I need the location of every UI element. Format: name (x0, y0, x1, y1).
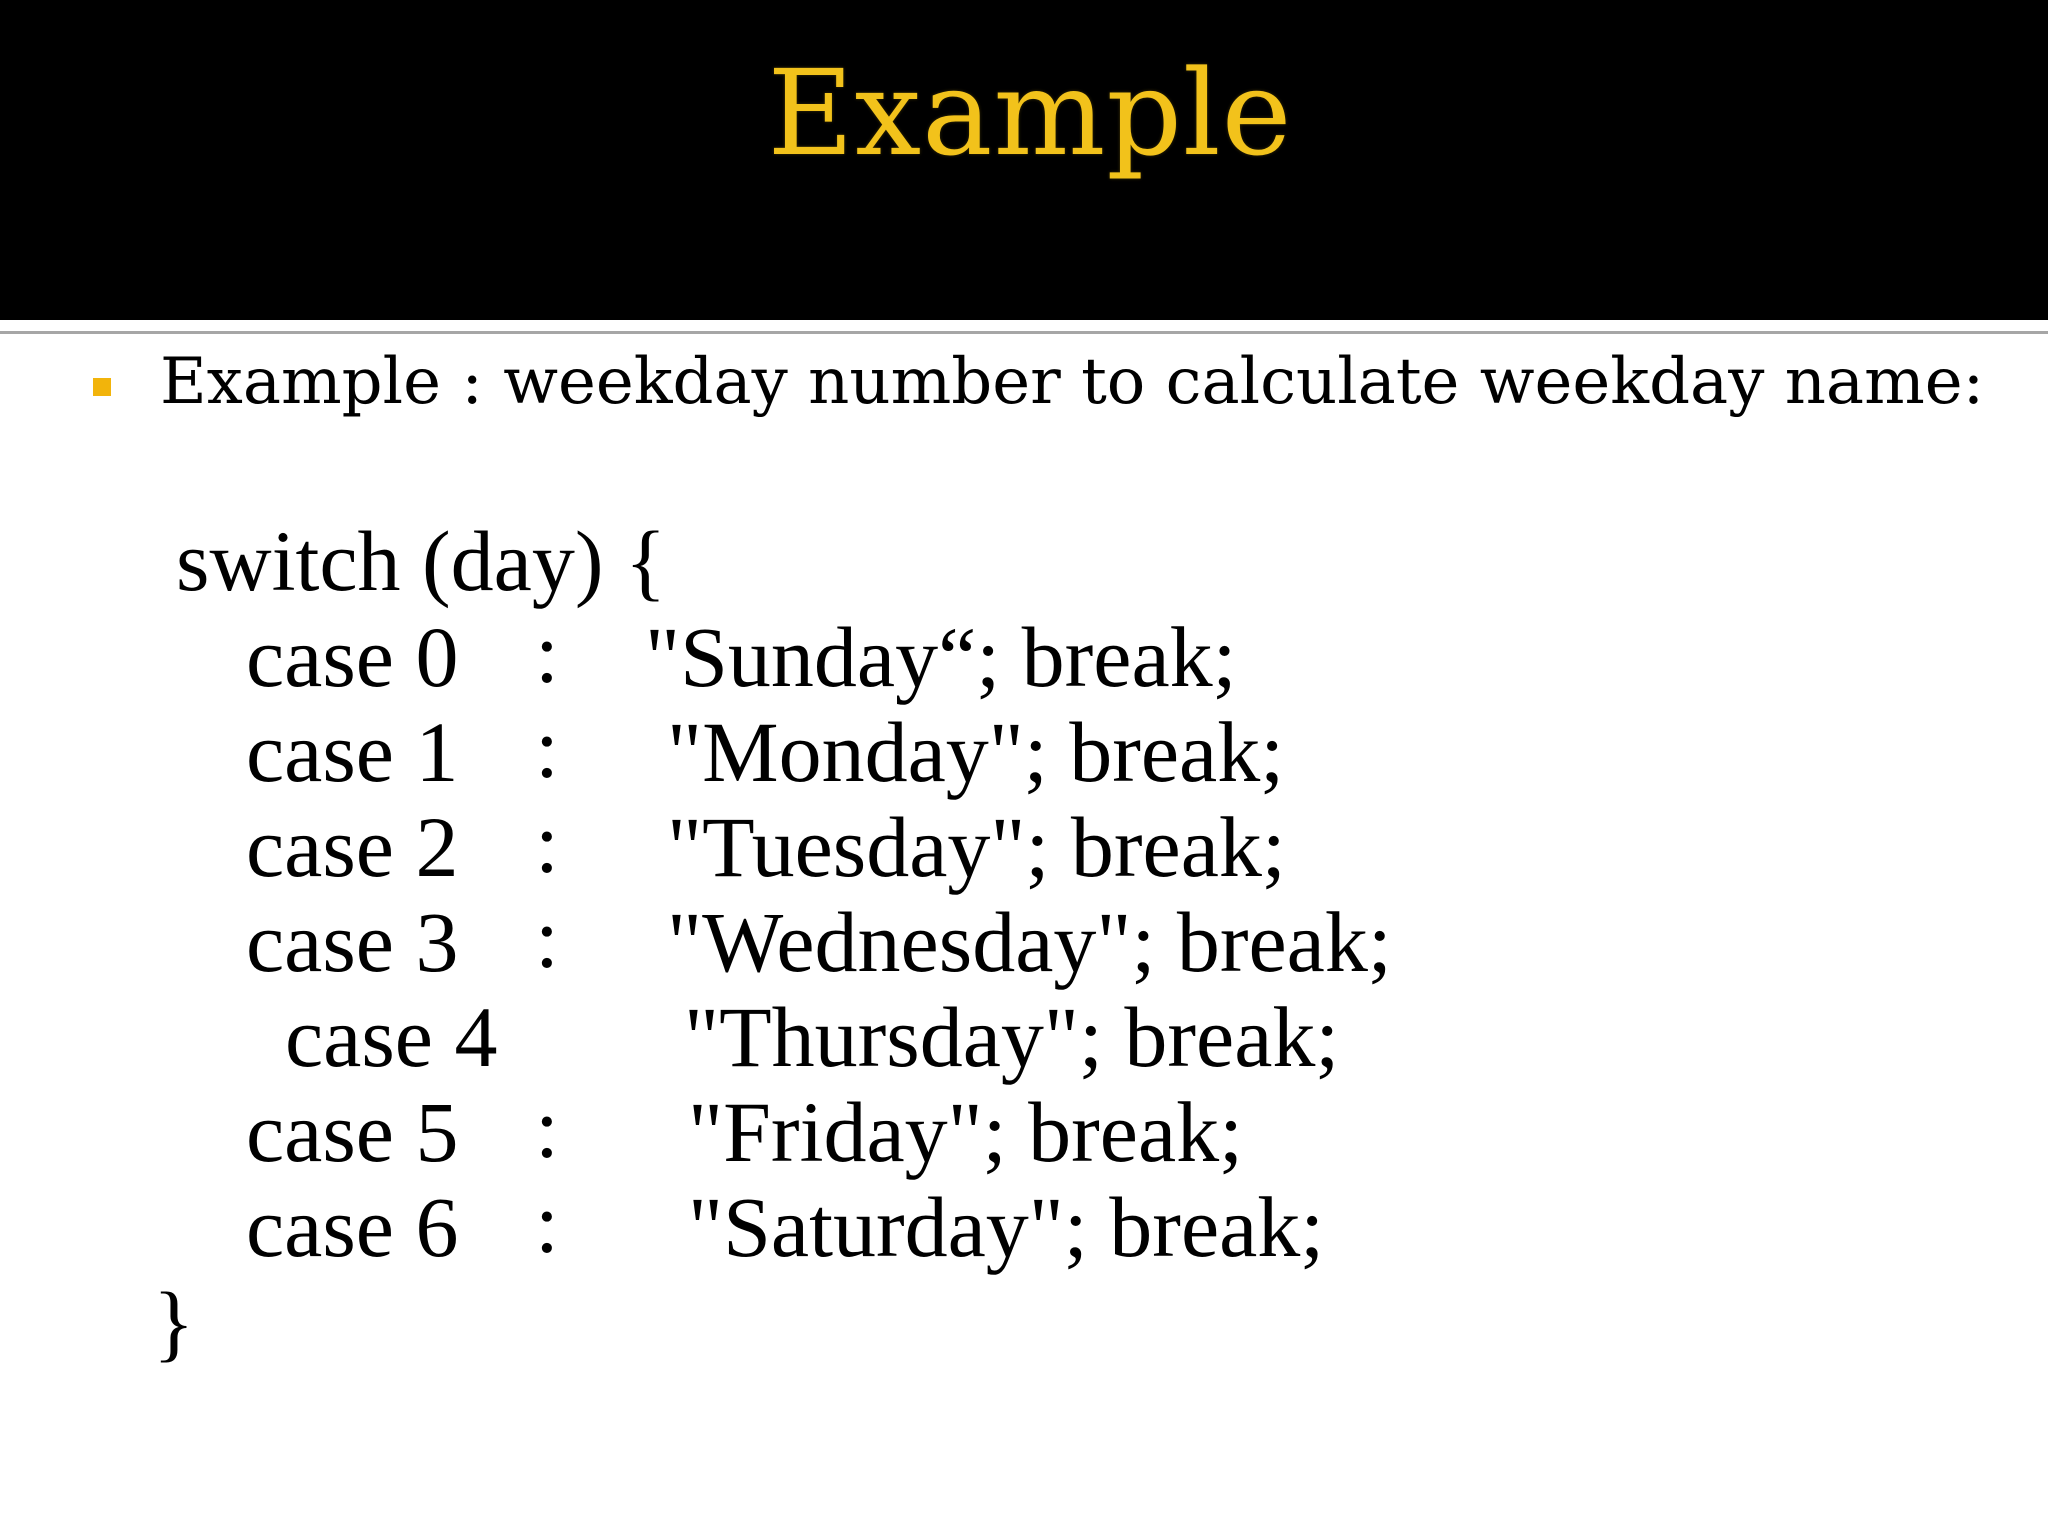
code-case-colon: : (535, 1080, 559, 1176)
code-case-value: "Wednesday"; break; (667, 894, 1392, 990)
code-case-colon: : (535, 605, 559, 701)
code-case-colon: : (535, 1175, 559, 1271)
code-case-label: case 4 (285, 989, 498, 1085)
code-case-colon: : (535, 700, 559, 796)
code-case-label: case 0 (246, 609, 459, 705)
code-case-value: "Monday"; break; (667, 704, 1285, 800)
code-case-colon: : (535, 890, 559, 986)
title-divider (0, 320, 2048, 328)
code-case-value: "Thursday"; break; (684, 989, 1340, 1085)
slide-title: Example (767, 44, 1293, 182)
bullet-text: Example : weekday number to calculate weekday name: (160, 345, 1985, 419)
code-case-label: case 1 (246, 704, 459, 800)
code-case-value: "Friday"; break; (688, 1084, 1244, 1180)
code-case-label: case 3 (246, 894, 459, 990)
code-case-label: case 6 (246, 1179, 459, 1275)
code-case-value: "Sunday“; break; (645, 609, 1237, 705)
code-case-value: "Saturday"; break; (688, 1179, 1325, 1275)
code-case-value: "Tuesday"; break; (667, 799, 1286, 895)
code-switch-close: } (153, 1274, 195, 1370)
code-switch-open: switch (day) { (176, 513, 667, 609)
square-bullet-icon (93, 378, 111, 396)
code-case-label: case 5 (246, 1084, 459, 1180)
code-case-colon: : (535, 795, 559, 891)
title-divider-shadow (0, 331, 2048, 334)
code-case-label: case 2 (246, 799, 459, 895)
title-band (0, 0, 2048, 320)
